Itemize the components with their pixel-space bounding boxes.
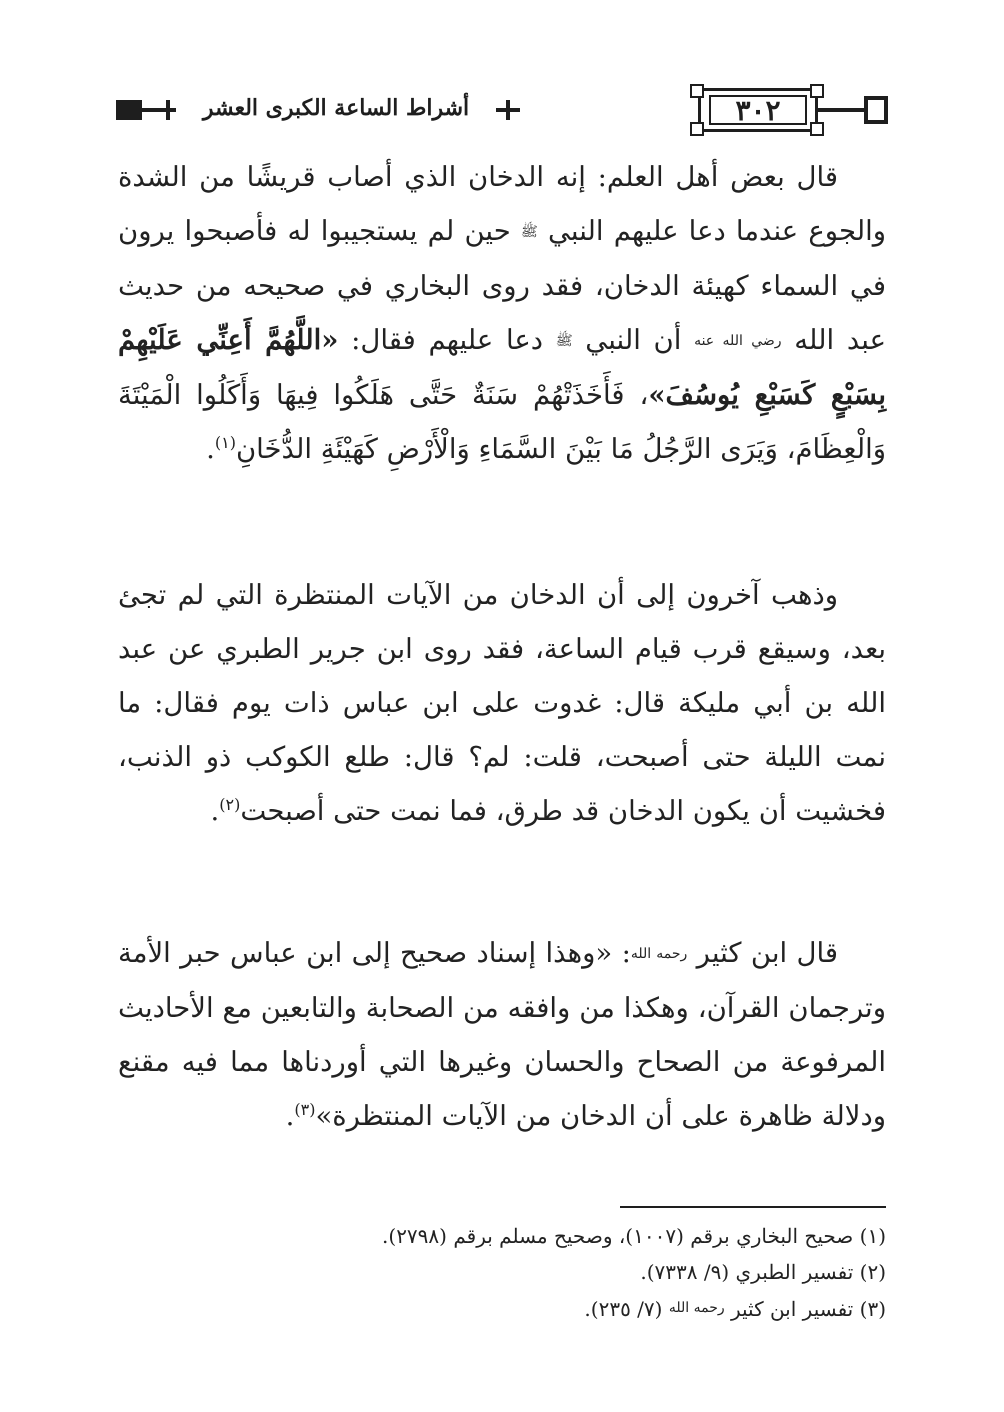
paragraph-text: حين لم يستجيبوا له فأصبحوا يرون في السماء كهيئة الدخان، فقد روى البخاري في صحيحه من حديث عبد الله	[118, 215, 886, 356]
header-left-square	[116, 100, 142, 120]
page-number-frame	[698, 88, 818, 132]
header-rule-right	[816, 108, 866, 112]
paragraph-end: .	[206, 433, 215, 465]
footnote-number: (٢)	[859, 1260, 886, 1284]
paragraph-text: ، فَأَخَذَتْهُمْ سَنَةٌ حَتَّى هَلَكُوا فِيهَا وَأَكَلُوا الْمَيْتَةَ وَالْعِظَامَ، وَيَرَى الرَّجُلُ مَا بَيْنَ السَّمَاءِ وَالْأَرْضِ كَهَيْئَةِ الدُّخَانِ	[118, 379, 886, 465]
paragraph-text: وذهب آخرون إلى أن الدخان من الآيات المنتظرة التي لم تجئ بعد، وسيقع قرب قيام الساعة، فقد روى ابن جرير الطبري عن عبد الله بن أبي مليكة قال: غدوت على ابن عباس ذات يوم فقال: ما نمت الليلة حتى أصبحت، قلت: لم؟ قال: طلع الكوكب ذو الذنب، فخشيت أن يكون الدخان قد طرق، فما نمت حتى أصبحت	[118, 579, 886, 827]
paragraph-end: .	[210, 795, 220, 827]
frame-corner-ornament	[810, 84, 824, 98]
paragraph-1	[118, 150, 886, 476]
frame-corner-ornament	[810, 122, 824, 136]
footnote-divider	[620, 1206, 886, 1208]
paragraph-3	[118, 926, 886, 1143]
frame-corner-ornament	[690, 84, 704, 98]
footnote-ref-1[interactable]: (١)	[214, 432, 236, 452]
header-bar-marker	[506, 100, 510, 120]
hadith-quote: «اللَّهُمَّ أَعِنِّي عَلَيْهِمْ بِسَبْعٍ كَسَبْعِ يُوسُفَ»	[118, 324, 886, 411]
header-right-square	[864, 96, 888, 124]
footnote-text: تفسير ابن كثير	[724, 1297, 854, 1321]
footnote-item	[118, 1254, 886, 1290]
honorific: ﷺ	[555, 333, 573, 349]
footnote-item	[118, 1290, 886, 1327]
running-title: أشراط الساعة الكبرى العشر	[176, 92, 496, 124]
footnote-number: (١)	[859, 1224, 886, 1248]
footnote-text: صحيح البخاري برقم (١٠٠٧)، وصحيح مسلم برقم (٢٧٩٨).	[382, 1224, 854, 1248]
footnote-number: (٣)	[859, 1297, 886, 1321]
frame-corner-ornament	[690, 122, 704, 136]
paragraph-text: قال بعض أهل العلم: إنه الدخان الذي أصاب قريشًا من الشدة والجوع عندما دعا عليهم النبي	[118, 161, 886, 247]
paragraph-end: .	[285, 1100, 295, 1132]
footnotes	[118, 1218, 886, 1327]
paragraph-text: دعا عليهم فقال:	[338, 324, 556, 356]
paragraph-text: أن النبي	[572, 324, 695, 356]
footnote-text: (٧/ ٢٣٥).	[584, 1297, 669, 1321]
footnote-ref-3[interactable]: (٣)	[294, 1099, 316, 1119]
paragraph-text: قال ابن كثير	[687, 937, 839, 969]
honorific: رحمه الله	[668, 1300, 725, 1316]
page-header	[116, 88, 888, 132]
page-number: ٣٠٢	[735, 94, 781, 127]
footnote-item	[118, 1218, 886, 1254]
honorific: رحمه الله	[630, 946, 688, 962]
footnote-ref-2[interactable]: (٢)	[219, 794, 241, 814]
honorific: رضي الله عنه	[694, 333, 782, 349]
honorific: ﷺ	[520, 224, 538, 240]
paragraph-text: : «وهذا إسناد صحيح إلى ابن عباس حبر الأمة وترجمان القرآن، وهكذا من وافقه من الصحابة والتابعين مع الأحاديث المرفوعة من الصحاح والحسان وغيرها التي أوردناها مما فيه مقنع ودلالة ظاهرة على أن الدخان من الآيات المنتظرة»	[118, 937, 886, 1132]
header-bar-marker	[166, 100, 170, 120]
footnote-text: تفسير الطبري (٩/ ٧٣٣٨).	[640, 1260, 854, 1284]
paragraph-2	[118, 568, 886, 838]
